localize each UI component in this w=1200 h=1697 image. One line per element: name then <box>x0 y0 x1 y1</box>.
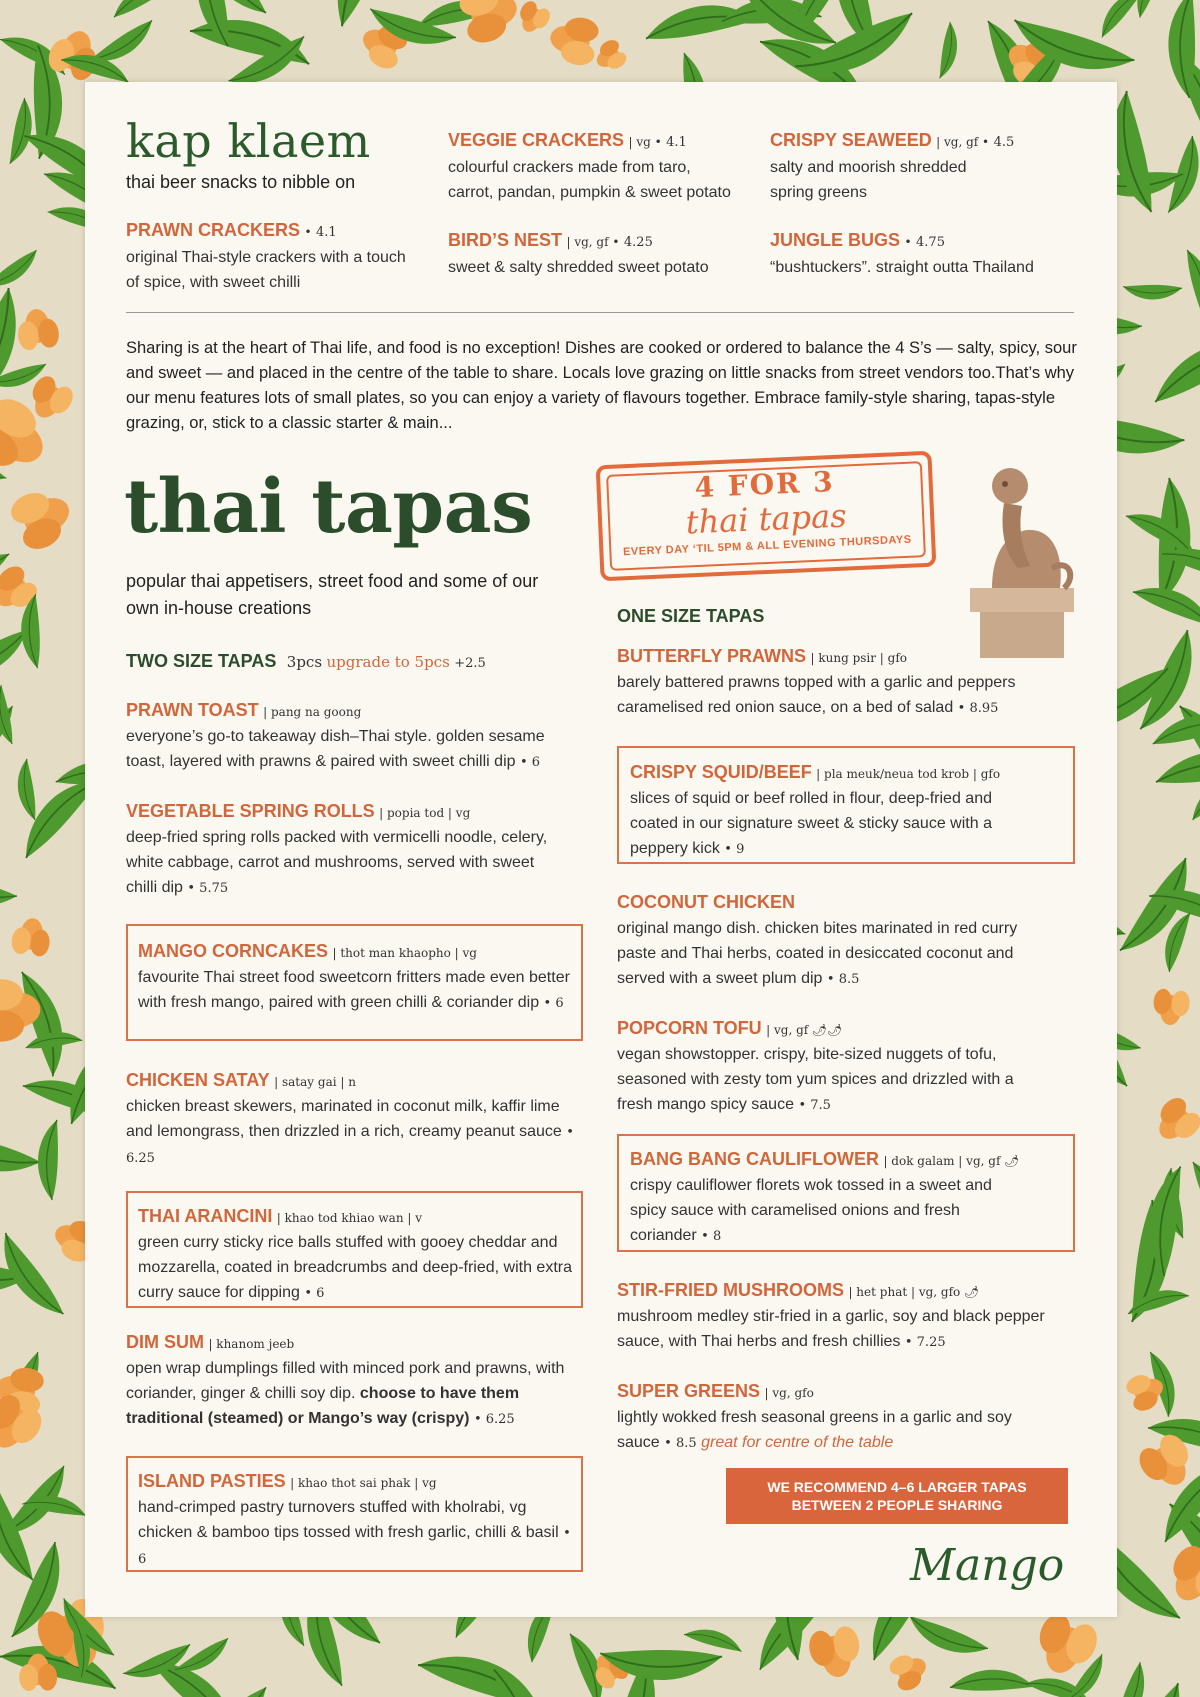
menu-item-dim-sum: DIM SUM | khanom jeeb open wrap dumplings filled with minced pork and prawns, with coriander, ginger & chilli soy dip. choose to have them traditional (steamed) or Mango’s way (crispy) • 6.25 <box>126 1332 565 1427</box>
menu-item-bang-bang-cauliflower: BANG BANG CAULIFLOWER | dok galam | vg, gf 🌶 crispy cauliflower florets wok tossed in a sweet and spicy sauce with caramelised onions and fresh coriander • 8 <box>617 1134 1075 1252</box>
menu-item-mango-corncakes: MANGO CORNCAKES | thot man khaopho | vg favourite Thai street food sweetcorn fritters made even better with fresh mango, paired with green chilli & coriander dip • 6 <box>126 924 583 1041</box>
menu-item-prawn-crackers: PRAWN CRACKERS • 4.1 original Thai-style crackers with a touch of spice, with sweet chilli <box>126 220 406 291</box>
menu-item-vegetable-spring-rolls: VEGETABLE SPRING ROLLS | popia tod | vg deep-fried spring rolls packed with vermicelli noodle, celery, white cabbage, carrot and mushrooms, served with sweet chilli dip • 5.75 <box>126 801 548 896</box>
two-size-tapas-heading: TWO SIZE TAPAS 3pcs upgrade to 5pcs +2.5 <box>126 651 486 671</box>
thai-tapas-subtitle: popular thai appetisers, street food and some of our own in-house creations <box>126 571 539 618</box>
menu-item-prawn-toast: PRAWN TOAST | pang na goong everyone’s go-to takeaway dish–Thai style. golden sesame toast, layered with prawns & paired with sweet chilli dip • 6 <box>126 700 545 770</box>
kap-klaem-title: kap klaem <box>126 114 371 168</box>
menu-item-crispy-seaweed: CRISPY SEAWEED | vg, gf • 4.5 salty and moorish shredded spring greens <box>770 130 1015 201</box>
divider <box>126 312 1074 313</box>
monkey-statue-illustration <box>952 458 1092 658</box>
thai-tapas-title: thai tapas <box>124 464 533 550</box>
menu-item-island-pasties: ISLAND PASTIES | khao thot sai phak | vg hand-crimped pastry turnovers stuffed with kholrabi, vg chicken & bamboo tips tossed with fresh garlic, chilli & basil • 6 <box>126 1456 583 1572</box>
mango-logo: Mango <box>910 1540 1065 1591</box>
menu-item-chicken-satay: CHICKEN SATAY | satay gai | n chicken breast skewers, marinated in coconut milk, kaffir lime and lemongrass, then drizzled in a rich, creamy peanut sauce • 6.25 <box>126 1070 574 1166</box>
one-size-tapas-heading: ONE SIZE TAPAS <box>617 606 765 626</box>
kap-klaem-subtitle: thai beer snacks to nibble on <box>126 172 356 192</box>
recommend-banner: WE RECOMMEND 4–6 LARGER TAPAS BETWEEN 2 PEOPLE SHARING <box>726 1468 1068 1524</box>
menu-item-stir-fried-mushrooms: STIR-FRIED MUSHROOMS | het phat | vg, gfo 🌶 mushroom medley stir-fried in a garlic, soy and black pepper sauce, with Thai herbs and fresh chillies • 7.25 <box>617 1280 1045 1350</box>
menu-item-butterfly-prawns: BUTTERFLY PRAWNS | kung psir | gfo barely battered prawns topped with a garlic and peppers caramelised red onion sauce, on a bed of salad • 8.95 <box>617 646 1016 716</box>
menu-item-birds-nest: BIRD’S NEST | vg, gf • 4.25 sweet & salty shredded sweet potato <box>448 230 709 276</box>
menu-item-veggie-crackers: VEGGIE CRACKERS | vg • 4.1 colourful crackers made from taro, carrot, pandan, pumpkin & sweet potato <box>448 130 731 201</box>
menu-item-coconut-chicken: COCONUT CHICKEN original mango dish. chicken bites marinated in red curry paste and Thai herbs, coated in desiccated coconut and served with a sweet plum dip • 8.5 <box>617 892 1018 987</box>
menu-item-thai-arancini: THAI ARANCINI | khao tod khiao wan | v green curry sticky rice balls stuffed with gooey cheddar and mozzarella, coated in breadcrumbs and deep-fried, with extra curry sauce for dipping • 6 <box>126 1191 583 1308</box>
intro-paragraph: Sharing is at the heart of Thai life, and food is no exception! Dishes are cooked or ordered to balance the 4 S’s — salty, spicy, sour and sweet — and placed in the centre of the table to share. Locals love grazing on little snacks from street vendors too.That’s why our menu features lots of small plates, so you can enjoy a variety of flavours together. Embrace family-style sharing, tapas-style grazing, or, stick to a classic starter & main... <box>126 339 1077 432</box>
menu-item-jungle-bugs: JUNGLE BUGS • 4.75 “bushtuckers”. straight outta Thailand <box>770 230 1034 276</box>
menu-item-super-greens: SUPER GREENS | vg, gfo lightly wokked fresh seasonal greens in a garlic and soy sauce • 8.5 great for centre of the table <box>617 1381 1012 1451</box>
menu-item-crispy-squid-beef: CRISPY SQUID/BEEF | pla meuk/neua tod krob | gfo slices of squid or beef rolled in flour, deep-fried and coated in our signature sweet & sticky sauce with a peppery kick • 9 <box>617 746 1075 864</box>
menu-item-popcorn-tofu: POPCORN TOFU | vg, gf 🌶🌶 vegan showstopper. crispy, bite-sized nuggets of tofu, seasoned with zesty tom yum spices and drizzled with a fresh mango spicy sauce • 7.5 <box>617 1018 1014 1113</box>
four-for-three-stamp: 4 FOR 3 thai tapas EVERY DAY ‘TIL 5PM & ALL EVENING THURSDAYS <box>596 451 937 582</box>
